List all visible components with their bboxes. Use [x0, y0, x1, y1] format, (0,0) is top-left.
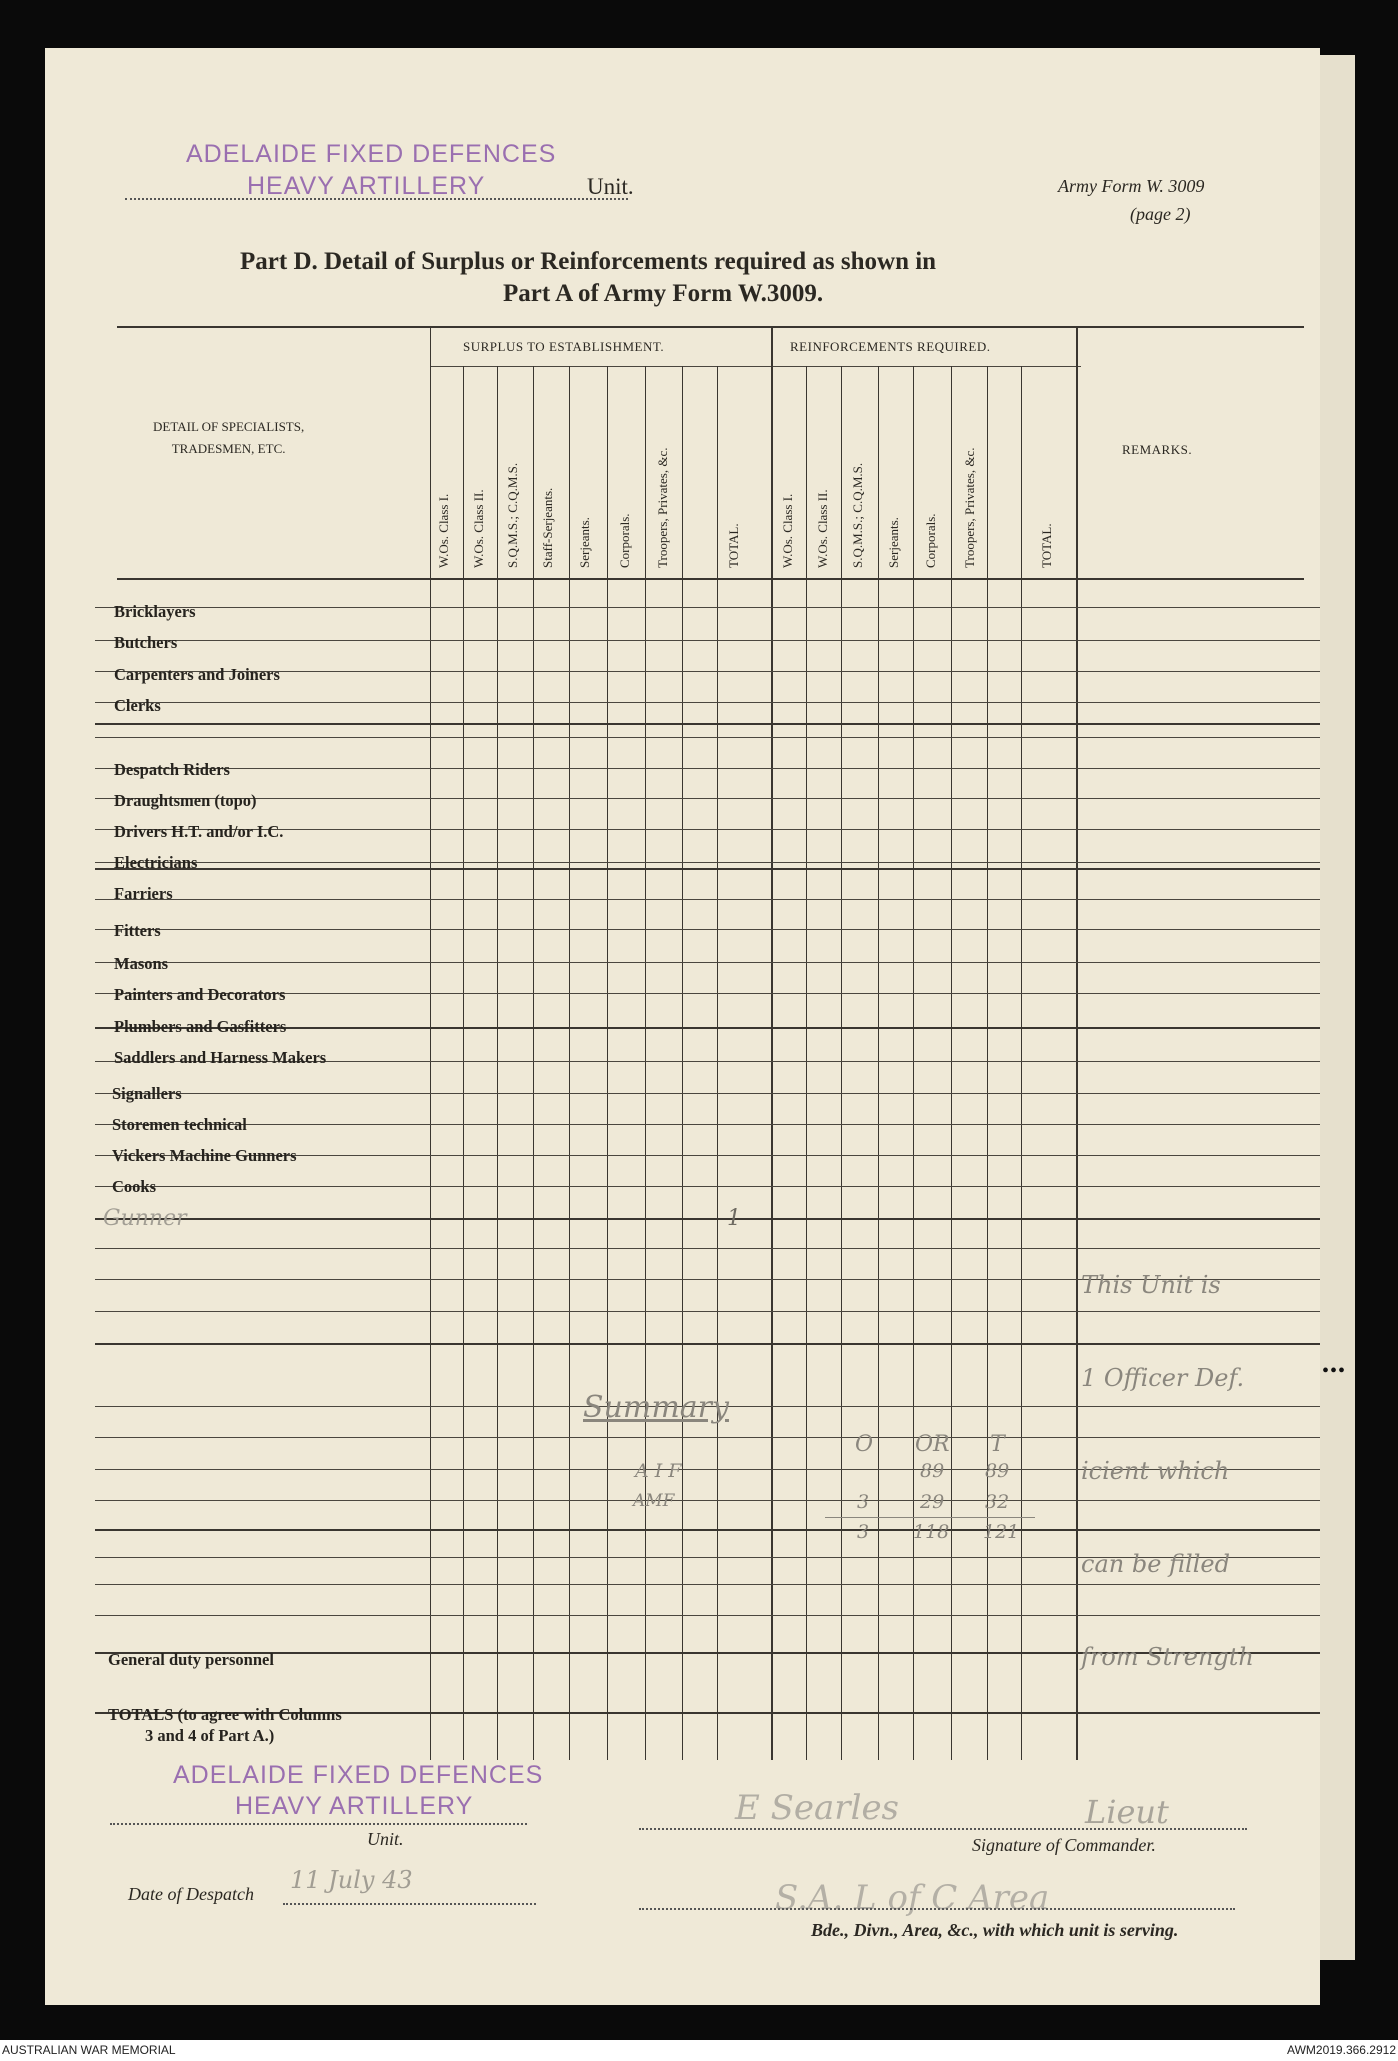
- row-rule: [95, 899, 1320, 900]
- row-cooks: Cooks: [112, 1177, 157, 1196]
- section-rule: [95, 723, 1320, 725]
- summary-row-o: 3: [857, 1521, 870, 1543]
- summary-row-o: 3: [857, 1491, 870, 1513]
- date-of-despatch-label: Date of Despatch: [128, 1884, 254, 1904]
- handwritten-remarks: [1081, 1208, 1254, 1735]
- row-rule: [95, 1124, 1320, 1125]
- footer-unit-line: [110, 1823, 527, 1825]
- grid-vline: [841, 366, 842, 1760]
- handwritten-rank: Lieut: [1085, 1793, 1169, 1831]
- row-rule: [95, 640, 1320, 641]
- remarks-line: 1 Officer Def.: [1081, 1364, 1245, 1392]
- row-rule: [95, 862, 1320, 863]
- summary-head-or: OR: [915, 1432, 950, 1457]
- serving-dotted-line: [639, 1908, 1235, 1910]
- grid-vline: [913, 366, 914, 1760]
- remarks-line: from Strength: [1081, 1643, 1254, 1671]
- col-reinf-corporals: Corporals.: [923, 513, 938, 568]
- handwritten-summary-title: Summary: [583, 1390, 729, 1425]
- handwritten-serving-unit: S.A. L of C Area: [775, 1878, 1050, 1918]
- row-painters: Painters and Decorators: [114, 985, 286, 1004]
- archive-caption-bar: [0, 2040, 1398, 2061]
- row-farriers: Farriers: [114, 884, 173, 903]
- row-totals-line1: TOTALS (to agree with Columns: [108, 1705, 342, 1724]
- form-reference: Army Form W. 3009: [1058, 176, 1205, 196]
- col-reinf-wo-class1: W.Os. Class I.: [780, 493, 795, 568]
- grid-vline: [533, 366, 534, 1760]
- row-rule: [95, 737, 1320, 738]
- col-reinf-serjeants: Serjeants.: [886, 517, 901, 568]
- row-general-duty: General duty personnel: [108, 1650, 274, 1669]
- footer-unit-label: Unit.: [367, 1829, 404, 1849]
- detail-column-header: DETAIL OF SPECIALISTS, TRADESMEN, ETC.: [153, 419, 305, 456]
- remarks-line: can be filled: [1081, 1550, 1230, 1578]
- footer-stamp-line2: HEAVY ARTILLERY: [235, 1792, 474, 1820]
- row-totals-line2: 3 and 4 of Part A.): [145, 1726, 275, 1745]
- row-rule: [95, 1093, 1320, 1094]
- col-surplus-troopers: Troopers, Privates, &c.: [655, 447, 670, 568]
- header-bottom-rule: [117, 578, 1304, 580]
- signature-label: Signature of Commander.: [972, 1835, 1156, 1855]
- summary-head-t: T: [990, 1432, 1005, 1457]
- col-surplus-total: TOTAL.: [726, 523, 741, 568]
- row-carpenters: Carpenters and Joiners: [114, 665, 280, 684]
- col-reinf-wo-class2: W.Os. Class II.: [815, 489, 830, 568]
- row-saddlers: Saddlers and Harness Makers: [114, 1048, 327, 1067]
- edge-dots-mark: •••: [1322, 1360, 1347, 1382]
- handwritten-signature: E Searles: [735, 1788, 900, 1828]
- unit-label: Unit.: [587, 174, 634, 199]
- form-page: [45, 48, 1347, 2005]
- row-signallers: Signallers: [112, 1084, 182, 1103]
- col-surplus-sqms: S.Q.M.S.; C.Q.M.S.: [505, 462, 520, 568]
- row-fitters: Fitters: [114, 921, 161, 940]
- grid-vline: [987, 366, 988, 1760]
- row-rule: [95, 962, 1320, 963]
- grid-vline: [1021, 366, 1022, 1760]
- summary-row-t: 89: [985, 1460, 1010, 1482]
- col-surplus-wo-class2: W.Os. Class II.: [471, 489, 486, 568]
- caption-right: AWM2019.366.2912: [1287, 2043, 1396, 2057]
- row-rule: [95, 798, 1320, 799]
- row-rule: [95, 607, 1320, 608]
- col-surplus-serjeants: Serjeants.: [577, 517, 592, 568]
- summary-row-label: AMF: [633, 1491, 675, 1511]
- table-top-rule: [117, 326, 1304, 328]
- summary-row-or: 89: [920, 1460, 945, 1482]
- col-reinf-sqms: S.Q.M.S.; C.Q.M.S.: [850, 462, 865, 568]
- row-clerks: Clerks: [114, 696, 161, 715]
- grid-vline: [569, 366, 570, 1760]
- remarks-line: This Unit is: [1081, 1271, 1221, 1299]
- grid-vline: [645, 366, 646, 1760]
- row-rule: [95, 929, 1320, 930]
- grid-vline-remarks-divider: [1076, 328, 1078, 1760]
- surplus-group-header: SURPLUS TO ESTABLISHMENT.: [463, 339, 665, 354]
- form-title-line2: Part A of Army Form W.3009.: [503, 280, 824, 307]
- unit-stamp-line2: HEAVY ARTILLERY: [247, 172, 486, 200]
- grid-vline: [463, 366, 464, 1760]
- row-butchers: Butchers: [114, 633, 178, 652]
- group-header-rule: [431, 366, 1081, 367]
- serving-label: Bde., Divn., Area, &c., with which unit is serving.: [811, 1920, 1179, 1940]
- grid-vline: [430, 328, 431, 1760]
- row-rule: [95, 702, 1320, 703]
- grid-vline: [717, 366, 718, 1760]
- page-reference: (page 2): [1130, 204, 1191, 224]
- form-title-line1: Part D. Detail of Surplus or Reinforcements required as shown in: [240, 248, 937, 275]
- grid-vline: [878, 366, 879, 1760]
- col-surplus-corporals: Corporals.: [617, 513, 632, 568]
- row-storemen: Storemen technical: [112, 1115, 247, 1134]
- summary-row-t: 121: [983, 1521, 1020, 1543]
- grid-vline: [607, 366, 608, 1760]
- unit-dotted-line: [125, 198, 628, 200]
- row-vickers-gunners: Vickers Machine Gunners: [112, 1146, 297, 1165]
- summary-row-label: A I F: [635, 1460, 682, 1482]
- row-draughtsmen: Draughtsmen (topo): [114, 791, 257, 810]
- remarks-line: icient which: [1081, 1457, 1230, 1485]
- date-dotted-line: [283, 1903, 536, 1905]
- reinforcements-group-header: REINFORCEMENTS REQUIRED.: [790, 339, 991, 354]
- row-plumbers: Plumbers and Gasfitters: [114, 1017, 287, 1036]
- row-masons: Masons: [114, 954, 169, 973]
- col-surplus-staff-serjeants: Staff-Serjeants.: [540, 487, 555, 568]
- handwritten-gunner-total: 1: [727, 1206, 741, 1231]
- summary-head-o: O: [855, 1432, 874, 1457]
- row-despatch-riders: Despatch Riders: [114, 760, 230, 779]
- unit-stamp-line1: ADELAIDE FIXED DEFENCES: [186, 140, 557, 168]
- grid-vline: [806, 366, 807, 1760]
- handwritten-gunner: Gunner: [103, 1206, 187, 1231]
- row-rule: [95, 1186, 1320, 1187]
- row-bricklayers: Bricklayers: [114, 602, 196, 621]
- signature-dotted-line: [639, 1828, 1247, 1830]
- grid-vline-group-divider: [771, 328, 773, 1760]
- col-reinf-total: TOTAL.: [1039, 523, 1054, 568]
- section-rule: [95, 868, 1320, 870]
- grid-vline: [682, 366, 683, 1760]
- summary-row-or: 118: [913, 1521, 950, 1543]
- col-reinf-troopers: Troopers, Privates, &c.: [962, 447, 977, 568]
- handwritten-date: 11 July 43: [290, 1866, 413, 1894]
- grid-vline: [951, 366, 952, 1760]
- footer-stamp-line1: ADELAIDE FIXED DEFENCES: [173, 1761, 544, 1789]
- remarks-column-header: REMARKS.: [1122, 442, 1193, 457]
- grid-vline: [497, 366, 498, 1760]
- row-rule: [95, 768, 1320, 769]
- row-drivers: Drivers H.T. and/or I.C.: [114, 822, 284, 841]
- summary-row-or: 29: [920, 1491, 945, 1513]
- summary-sum-rule: [825, 1517, 1035, 1518]
- col-surplus-wo-class1: W.Os. Class I.: [436, 493, 451, 568]
- summary-row-t: 32: [985, 1491, 1010, 1513]
- row-electricians: Electricians: [114, 853, 198, 872]
- caption-left: AUSTRALIAN WAR MEMORIAL: [2, 2043, 176, 2057]
